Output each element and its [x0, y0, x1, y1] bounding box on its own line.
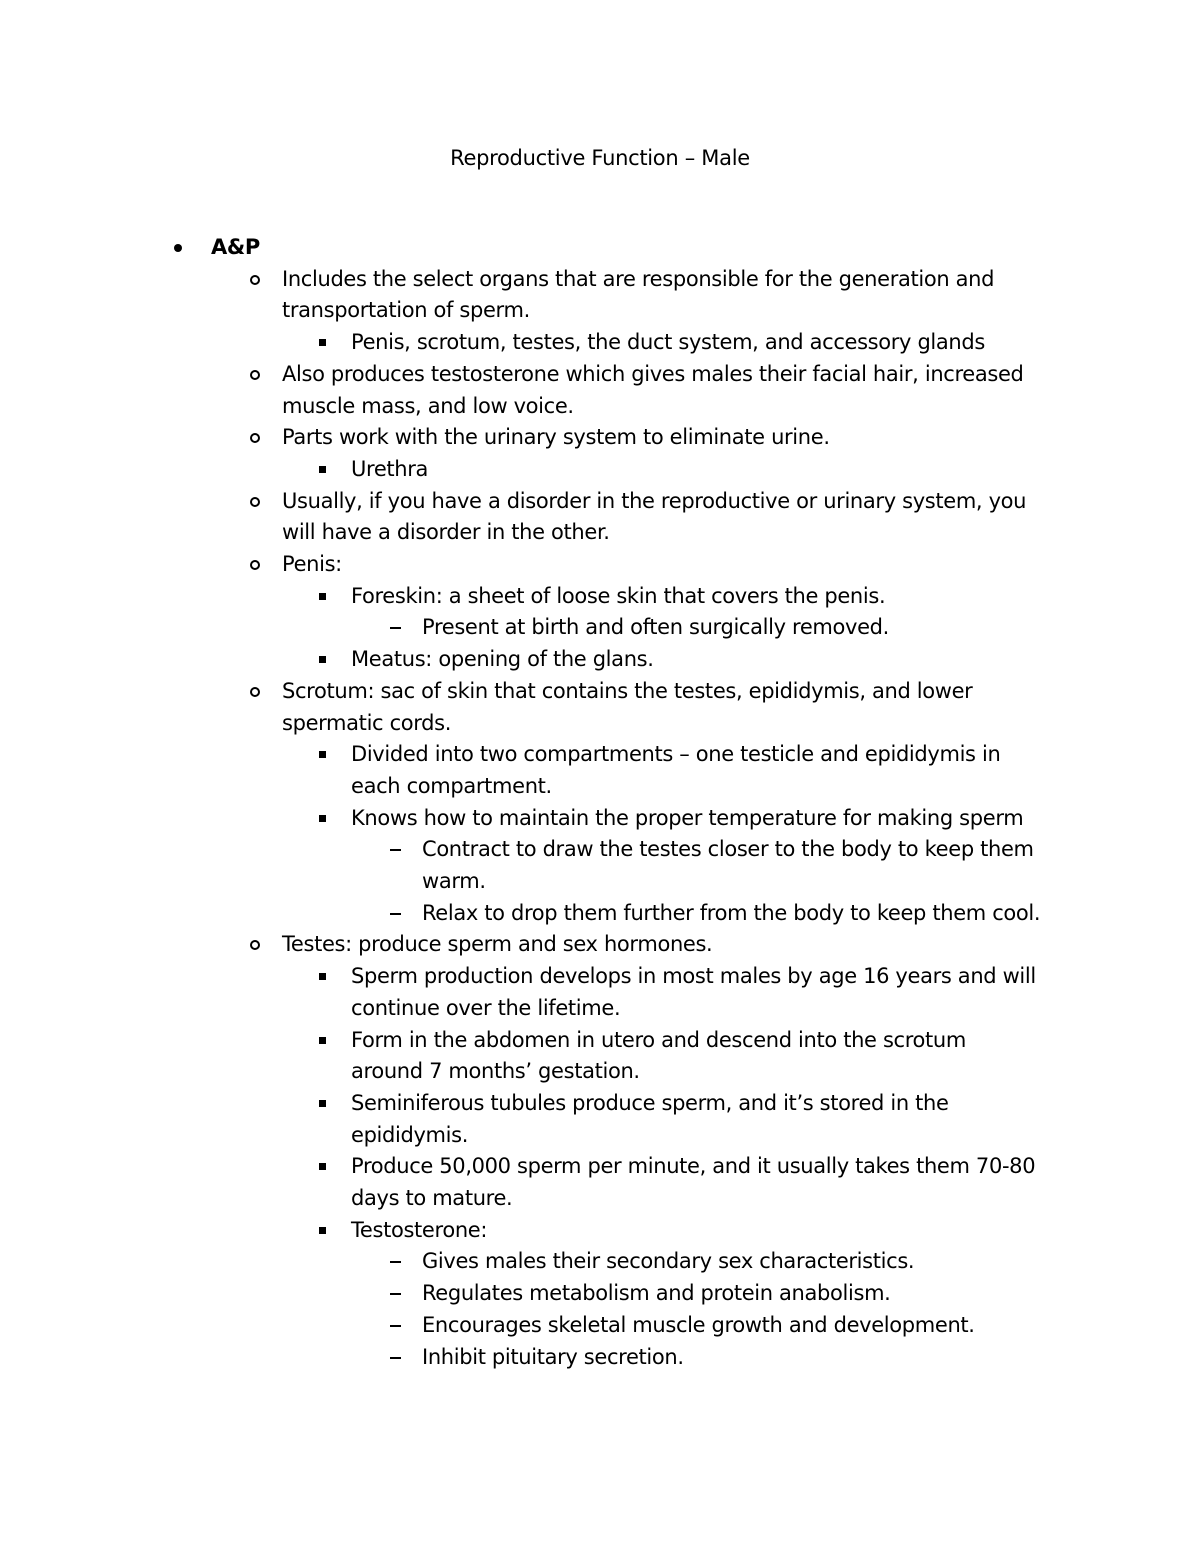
- bullet-dot-icon: [174, 232, 182, 263]
- bullet-circle-icon: [250, 422, 260, 453]
- list-item-text: Seminiferous tubules produce sperm, and it’s stored in the: [351, 1091, 949, 1115]
- list-item-text: spermatic cords.: [282, 711, 452, 735]
- bullet-circle-icon: [250, 676, 260, 707]
- list-item-text: days to mature.: [351, 1186, 513, 1210]
- list-item-text: Divided into two compartments – one testicle and epididymis in: [351, 742, 1001, 766]
- list-item-text: A&P: [211, 235, 260, 259]
- bullet-square-icon: [319, 1025, 326, 1056]
- list-item-text: Form in the abdomen in utero and descend into the scrotum: [351, 1028, 967, 1052]
- bullet-dash-icon: [390, 612, 401, 643]
- list-item-text: will have a disorder in the other.: [282, 520, 610, 544]
- list-item-text: Also produces testosterone which gives males their facial hair, increased: [282, 362, 1024, 386]
- list-item-text: Meatus: opening of the glans.: [351, 647, 654, 671]
- list-item-text: Scrotum: sac of skin that contains the testes, epididymis, and lower: [282, 679, 973, 703]
- list-item-text: transportation of sperm.: [282, 298, 530, 322]
- list-item-text: Inhibit pituitary secretion.: [422, 1345, 684, 1369]
- list-item-text: muscle mass, and low voice.: [282, 394, 574, 418]
- list-item-text: Foreskin: a sheet of loose skin that covers the penis.: [351, 584, 886, 608]
- list-item-text: Parts work with the urinary system to eliminate urine.: [282, 425, 830, 449]
- list-item-text: around 7 months’ gestation.: [351, 1059, 640, 1083]
- bullet-circle-icon: [250, 264, 260, 295]
- list-item-text: Includes the select organs that are responsible for the generation and: [282, 267, 995, 291]
- bullet-dash-icon: [390, 1342, 401, 1373]
- list-item-text: each compartment.: [351, 774, 552, 798]
- bullet-circle-icon: [250, 359, 260, 390]
- list-item-text: Present at birth and often surgically removed.: [422, 615, 889, 639]
- bullet-square-icon: [319, 1088, 326, 1119]
- bullet-square-icon: [319, 454, 326, 485]
- list-item-text: Gives males their secondary sex characteristics.: [422, 1249, 915, 1273]
- list-item-text: Testosterone:: [351, 1218, 488, 1242]
- bullet-circle-icon: [250, 549, 260, 580]
- list-item-text: warm.: [422, 869, 486, 893]
- list-item-text: Usually, if you have a disorder in the reproductive or urinary system, you: [282, 489, 1027, 513]
- bullet-dash-icon: [390, 1278, 401, 1309]
- bullet-dash-icon: [390, 1310, 401, 1341]
- list-item-text: Penis:: [282, 552, 342, 576]
- bullet-square-icon: [319, 1215, 326, 1246]
- bullet-dash-icon: [390, 1246, 401, 1277]
- bullet-square-icon: [319, 961, 326, 992]
- bullet-square-icon: [319, 644, 326, 675]
- bullet-circle-icon: [250, 486, 260, 517]
- list-item-text: Testes: produce sperm and sex hormones.: [282, 932, 713, 956]
- bullet-dash-icon: [390, 834, 401, 865]
- bullet-square-icon: [319, 739, 326, 770]
- document-title: Reproductive Function – Male: [450, 146, 750, 170]
- bullet-square-icon: [319, 581, 326, 612]
- list-item-text: continue over the lifetime.: [351, 996, 621, 1020]
- list-item-text: Relax to drop them further from the body to keep them cool.: [422, 901, 1041, 925]
- list-item-text: Contract to draw the testes closer to the body to keep them: [422, 837, 1034, 861]
- list-item-text: Regulates metabolism and protein anabolism.: [422, 1281, 891, 1305]
- bullet-dash-icon: [390, 898, 401, 929]
- bullet-square-icon: [319, 327, 326, 358]
- bullet-square-icon: [319, 1151, 326, 1182]
- bullet-square-icon: [319, 803, 326, 834]
- bullet-circle-icon: [250, 929, 260, 960]
- list-item-text: Urethra: [351, 457, 429, 481]
- list-item-text: Produce 50,000 sperm per minute, and it usually takes them 70-80: [351, 1154, 1036, 1178]
- list-item-text: Encourages skeletal muscle growth and development.: [422, 1313, 975, 1337]
- list-item-text: Sperm production develops in most males by age 16 years and will: [351, 964, 1036, 988]
- list-item-text: Knows how to maintain the proper temperature for making sperm: [351, 806, 1024, 830]
- list-item-text: epididymis.: [351, 1123, 469, 1147]
- list-item-text: Penis, scrotum, testes, the duct system, and accessory glands: [351, 330, 985, 354]
